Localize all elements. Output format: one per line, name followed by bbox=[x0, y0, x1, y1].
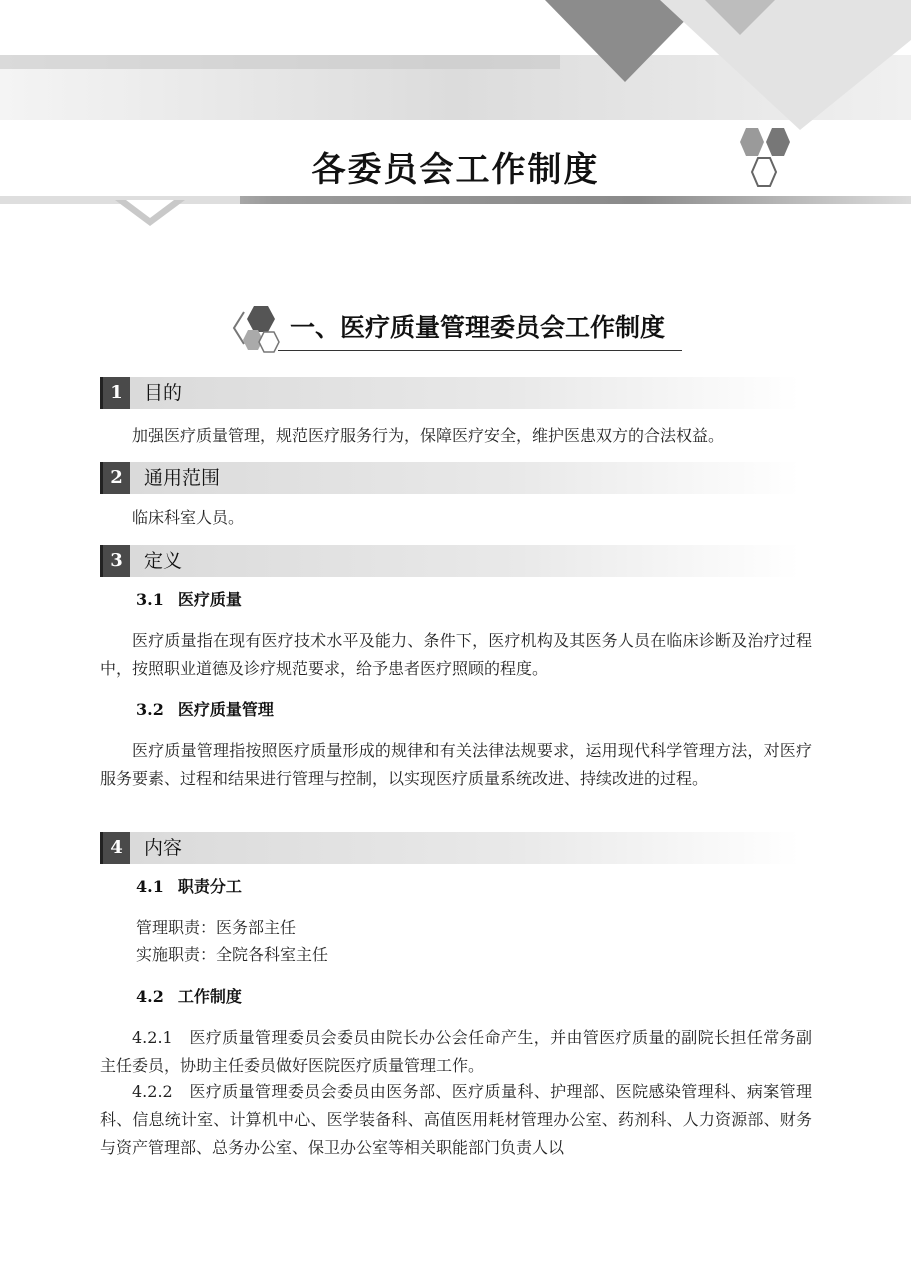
subheading-title: 职责分工 bbox=[177, 877, 242, 896]
section-title: 一、医疗质量管理委员会工作制度 bbox=[290, 313, 666, 342]
heading-label: 定义 bbox=[144, 550, 183, 572]
subheading-4-1 bbox=[136, 873, 242, 901]
section-header bbox=[232, 302, 692, 358]
subheading-title: 医疗质量管理 bbox=[177, 700, 274, 719]
heading-scope bbox=[100, 462, 800, 494]
responsibility-management: 管理职责：医务部主任 bbox=[136, 918, 297, 937]
heading-label: 目的 bbox=[144, 382, 183, 404]
subheading-3-2 bbox=[136, 696, 274, 724]
rule-4-2-2-text: 4.2.2 医疗质量管理委员会委员由医务部、医疗质量科、护理部、医院感染管理科、病案管理科、信息统计室、计算机中心、医学装备科、高值医用耗材管理办公室、药剂科、人力资源部、财务与资产管理部、总务办公室、保卫办公室等相关职能部门负责人以 bbox=[100, 1082, 812, 1157]
subheading-number: 4.1 bbox=[136, 877, 164, 896]
top-banner bbox=[0, 0, 911, 240]
heading-number: 3 bbox=[100, 545, 130, 577]
heading-definition bbox=[100, 545, 800, 577]
purpose-text: 加强医疗质量管理，规范医疗服务行为，保障医疗安全，维护医患双方的合法权益。 bbox=[132, 426, 725, 445]
heading-number: 4 bbox=[100, 832, 130, 864]
subheading-title: 工作制度 bbox=[177, 987, 242, 1006]
page-title: 各委员会工作制度 bbox=[311, 150, 600, 190]
responsibility-implementation: 实施职责：全院各科室主任 bbox=[136, 945, 329, 964]
heading-number: 2 bbox=[100, 462, 130, 494]
heading-purpose bbox=[100, 377, 800, 409]
section-underline bbox=[278, 350, 682, 351]
banner-graphic bbox=[0, 0, 911, 240]
definition-3-2-text: 医疗质量管理指按照医疗质量形成的规律和有关法律法规要求，运用现代科学管理方法，对医疗服务要素、过程和结果进行管理与控制，以实现医疗质量系统改进、持续改进的过程。 bbox=[100, 741, 812, 788]
subheading-number: 3.2 bbox=[136, 700, 164, 719]
subheading-4-2 bbox=[136, 983, 242, 1011]
heading-label: 内容 bbox=[144, 837, 183, 859]
scope-text: 临床科室人员。 bbox=[132, 508, 245, 527]
subheading-3-1 bbox=[136, 586, 242, 614]
heading-content bbox=[100, 832, 800, 864]
definition-3-1-text: 医疗质量指在现有医疗技术水平及能力、条件下，医疗机构及其医务人员在临床诊断及治疗过程中，按照职业道德及诊疗规范要求，给予患者医疗照顾的程度。 bbox=[100, 631, 812, 678]
subheading-title: 医疗质量 bbox=[177, 590, 242, 609]
subheading-number: 3.1 bbox=[136, 590, 164, 609]
rule-4-2-1-text: 4.2.1 医疗质量管理委员会委员由院长办公会任命产生，并由管医疗质量的副院长担任常务副主任委员，协助主任委员做好医院医疗质量管理工作。 bbox=[100, 1028, 812, 1075]
subheading-number: 4.2 bbox=[136, 987, 164, 1006]
heading-label: 通用范围 bbox=[144, 467, 221, 489]
heading-number: 1 bbox=[100, 377, 130, 409]
